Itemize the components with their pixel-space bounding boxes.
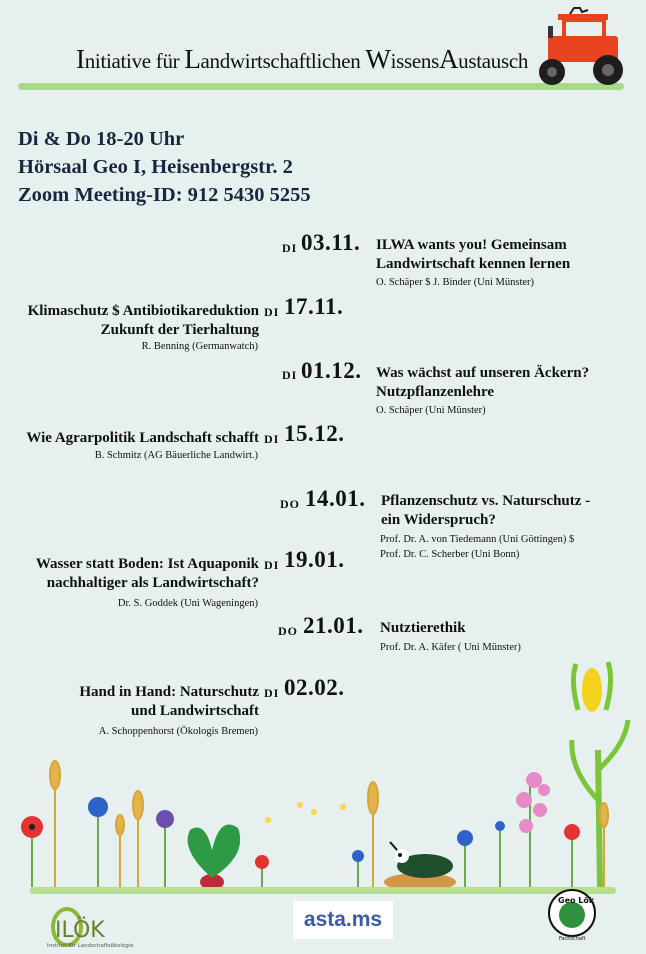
event-speaker: A. Schoppenhorst (Ökologis Bremen) <box>98 726 258 737</box>
event-title: Was wächst auf unseren Äckern? Nutzpflanzenlehre <box>376 365 590 400</box>
event-date: 01.12. <box>301 358 362 383</box>
event-title: ILWA wants you! Gemeinsam Landwirtschaft kennen lernen <box>376 237 571 272</box>
event-day: DI <box>264 558 280 572</box>
event-title: Nutztierethik <box>380 620 466 636</box>
event-title: Wie Agrarpolitik Landschaft schafft <box>26 430 259 446</box>
event-day: DO <box>280 497 300 511</box>
event-speaker: R. Benning (Germanwatch) <box>141 341 258 352</box>
title-word-4: Austausch <box>438 44 529 74</box>
ground-strip <box>30 887 616 894</box>
event-speaker: B. Schmitz (AG Bäuerliche Landwirt.) <box>94 450 258 461</box>
event-date: 21.01. <box>303 613 364 638</box>
event-date: 02.02. <box>284 675 345 700</box>
event-title: Klimaschutz $ Antibiotikareduktion Zukunft der Tierhaltung <box>27 303 259 338</box>
event-day: DO <box>278 624 298 638</box>
event-day: DI <box>282 368 298 382</box>
event-title: Hand in Hand: Naturschutz und Landwirtschaft <box>79 684 259 719</box>
yellow-flower-icon <box>265 802 346 823</box>
event-day: DI <box>264 686 280 700</box>
title-word-1: Initiative für <box>76 44 185 74</box>
asta-logo: asta.ms <box>293 901 393 939</box>
beet-icon <box>188 824 241 890</box>
event-title: Wasser statt Boden: Ist Aquaponik nachhaltiger als Landwirtschaft? <box>35 556 259 591</box>
ilok-logo <box>47 905 157 949</box>
zoom-meeting-id: Zoom Meeting-ID: 912 5430 5255 <box>18 184 311 206</box>
tractor-icon <box>518 6 626 86</box>
event-date: 17.11. <box>284 294 344 319</box>
geo-lok-logo <box>545 886 600 944</box>
svg-text:Fachschaft: Fachschaft <box>559 936 586 942</box>
svg-text:Geo Lök: Geo Lök <box>558 896 595 905</box>
event-day: DI <box>282 241 298 255</box>
title-word-2: Landwirtschaftlichen <box>184 44 366 74</box>
event-speaker: Prof. Dr. A. von Tiedemann (Uni Göttingen) $ Prof. Dr. C. Scherber (Uni Bonn) <box>380 534 575 560</box>
event-date: 19.01. <box>284 547 345 572</box>
corn-plant-icon <box>572 662 628 887</box>
event-speaker: Prof. Dr. A. Käfer ( Uni Münster) <box>380 642 521 653</box>
page-title <box>76 44 528 75</box>
event-speaker: O. Schäper $ J. Binder (Uni Münster) <box>376 277 535 288</box>
event-date: 03.11. <box>301 230 361 255</box>
event-speaker: O. Schäper (Uni Münster) <box>376 405 486 416</box>
event-day: DI <box>264 305 280 319</box>
event-date: 14.01. <box>305 486 366 511</box>
svg-text:Institut für Landschaftsökolog: Institut für Landschaftsökologie <box>47 943 134 949</box>
event-date: 15.12. <box>284 421 345 446</box>
svg-text:ILÖK: ILÖK <box>55 918 105 943</box>
event-location: Hörsaal Geo I, Heisenbergstr. 2 <box>18 156 293 178</box>
event-time: Di & Do 18-20 Uhr <box>18 128 185 150</box>
event-title: Pflanzenschutz vs. Naturschutz - ein Widerspruch? <box>381 493 591 528</box>
title-word-3: Wissens <box>365 44 439 74</box>
event-speaker: Dr. S. Goddek (Uni Wageningen) <box>117 598 258 609</box>
event-day: DI <box>264 432 280 446</box>
pink-flower-icon <box>516 772 550 887</box>
garden-illustration <box>0 650 646 910</box>
lapwing-bird-icon <box>384 842 456 891</box>
